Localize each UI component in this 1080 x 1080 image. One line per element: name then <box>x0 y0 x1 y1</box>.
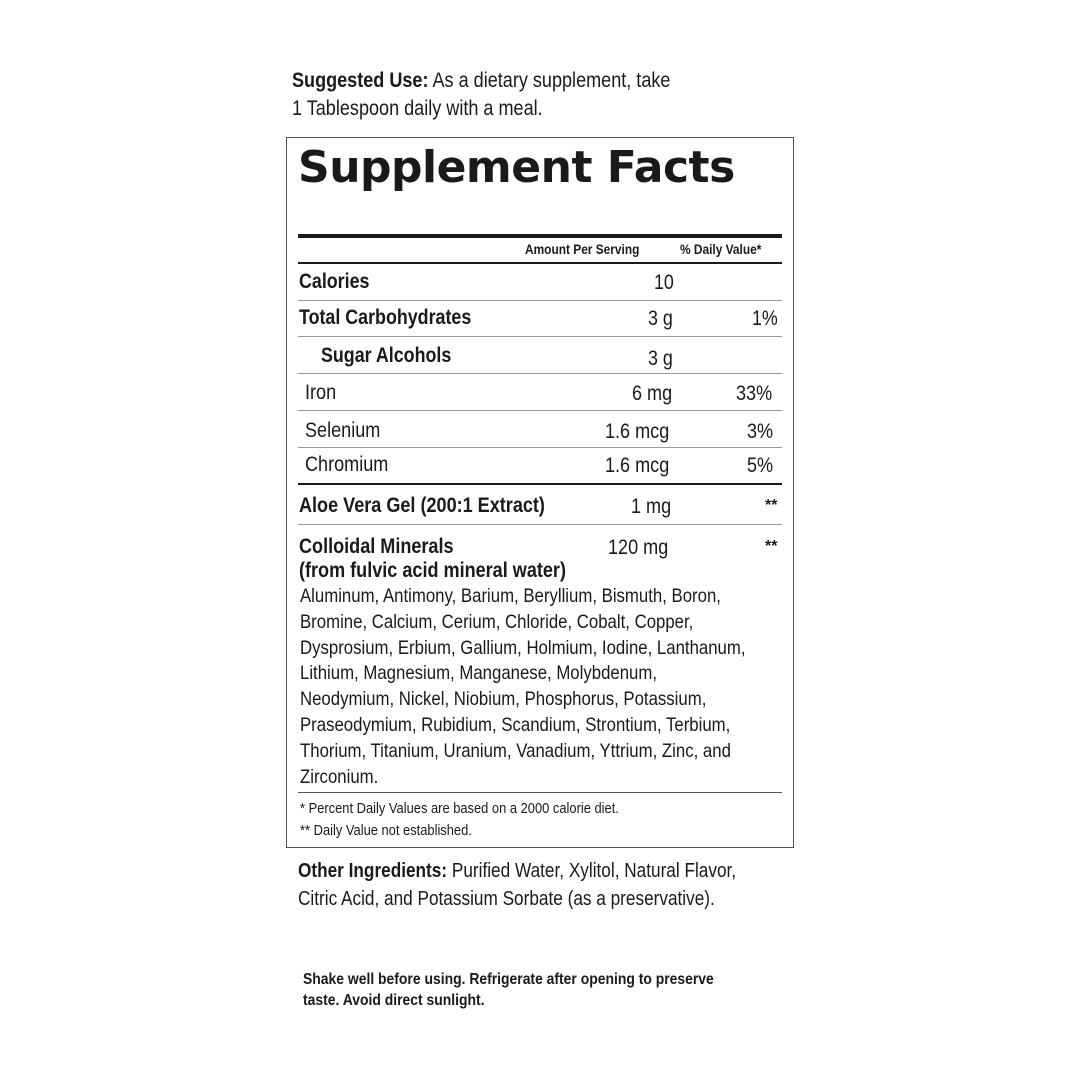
row-calories-label: Calories <box>299 270 370 293</box>
header-amount: Amount Per Serving <box>525 241 640 257</box>
row-divider <box>298 524 782 525</box>
minerals-line: Thorium, Titanium, Uranium, Vanadium, Yttrium, Zinc, and <box>300 739 731 762</box>
row-selenium-label: Selenium <box>305 419 381 442</box>
warning-line-2: taste. Avoid direct sunlight. <box>303 992 485 1009</box>
row-aloe-dv: ** <box>765 497 778 514</box>
minerals-line: Neodymium, Nickel, Niobium, Phosphorus, Potassium, <box>300 688 707 711</box>
section-rule <box>298 483 782 485</box>
minerals-line: Zirconium. <box>300 765 379 788</box>
suggested-use-text-1: As a dietary supplement, take <box>432 69 671 92</box>
other-ingredients <box>298 857 807 913</box>
row-colloidal-sublabel: (from fulvic acid mineral water) <box>299 559 566 582</box>
row-aloe-label: Aloe Vera Gel (200:1 Extract) <box>299 494 545 517</box>
row-sugar-alcohols-label: Sugar Alcohols <box>321 344 452 367</box>
minerals-line: Bromine, Calcium, Cerium, Chloride, Cobalt, Copper, <box>300 610 694 633</box>
row-carbs-amount: 3 g <box>648 307 673 330</box>
row-chromium-dv: 5% <box>747 454 774 477</box>
minerals-list <box>300 584 792 790</box>
row-divider <box>298 300 782 301</box>
row-selenium-dv: 3% <box>747 420 774 443</box>
footnote-dv-not-established: ** Daily Value not established. <box>300 822 472 839</box>
row-colloidal-dv: ** <box>765 538 778 555</box>
row-carbs-label: Total Carbohydrates <box>299 306 472 329</box>
other-ingredients-text-1: Purified Water, Xylitol, Natural Flavor, <box>451 860 737 882</box>
row-divider <box>298 447 782 448</box>
row-carbs-dv: 1% <box>752 307 778 330</box>
row-aloe-amount: 1 mg <box>631 495 672 518</box>
minerals-line: Aluminum, Antimony, Barium, Beryllium, Bismuth, Boron, <box>300 585 721 607</box>
row-iron-label: Iron <box>305 381 337 404</box>
storage-warning <box>303 969 803 1011</box>
suggested-use-text-2: 1 Tablespoon daily with a meal. <box>292 97 543 120</box>
suggested-use <box>292 67 732 123</box>
suggested-use-label: Suggested Use: <box>292 69 429 92</box>
other-ingredients-text-2: Citric Acid, and Potassium Sorbate (as a preservative). <box>298 888 715 910</box>
header-daily-value: % Daily Value* <box>680 241 762 257</box>
warning-line-1: Shake well before using. Refrigerate after opening to preserve <box>303 971 714 988</box>
row-iron-amount: 6 mg <box>632 382 673 405</box>
footnote-percent-dv: * Percent Daily Values are based on a 2000 calorie diet. <box>300 800 619 817</box>
minerals-line: Praseodymium, Rubidium, Scandium, Strontium, Terbium, <box>300 713 731 736</box>
facts-title: Supplement Facts <box>298 142 735 193</box>
header-rule <box>298 262 782 264</box>
other-ingredients-label: Other Ingredients: <box>298 860 448 882</box>
row-colloidal-label: Colloidal Minerals <box>299 535 454 558</box>
minerals-line: Dysprosium, Erbium, Gallium, Holmium, Iodine, Lanthanum, <box>300 636 746 659</box>
row-calories-amount: 10 <box>654 271 674 294</box>
minerals-line: Lithium, Magnesium, Manganese, Molybdenum, <box>300 662 658 685</box>
row-chromium-amount: 1.6 mcg <box>605 454 670 477</box>
row-divider <box>298 410 782 411</box>
footnote-rule <box>298 792 782 793</box>
row-divider <box>298 336 782 337</box>
row-chromium-label: Chromium <box>305 453 389 476</box>
row-divider <box>298 373 782 374</box>
row-colloidal-amount: 120 mg <box>608 536 669 559</box>
thick-rule <box>298 234 782 238</box>
row-selenium-amount: 1.6 mcg <box>605 420 670 443</box>
row-sugar-alcohols-amount: 3 g <box>648 347 673 370</box>
row-iron-dv: 33% <box>736 382 773 405</box>
